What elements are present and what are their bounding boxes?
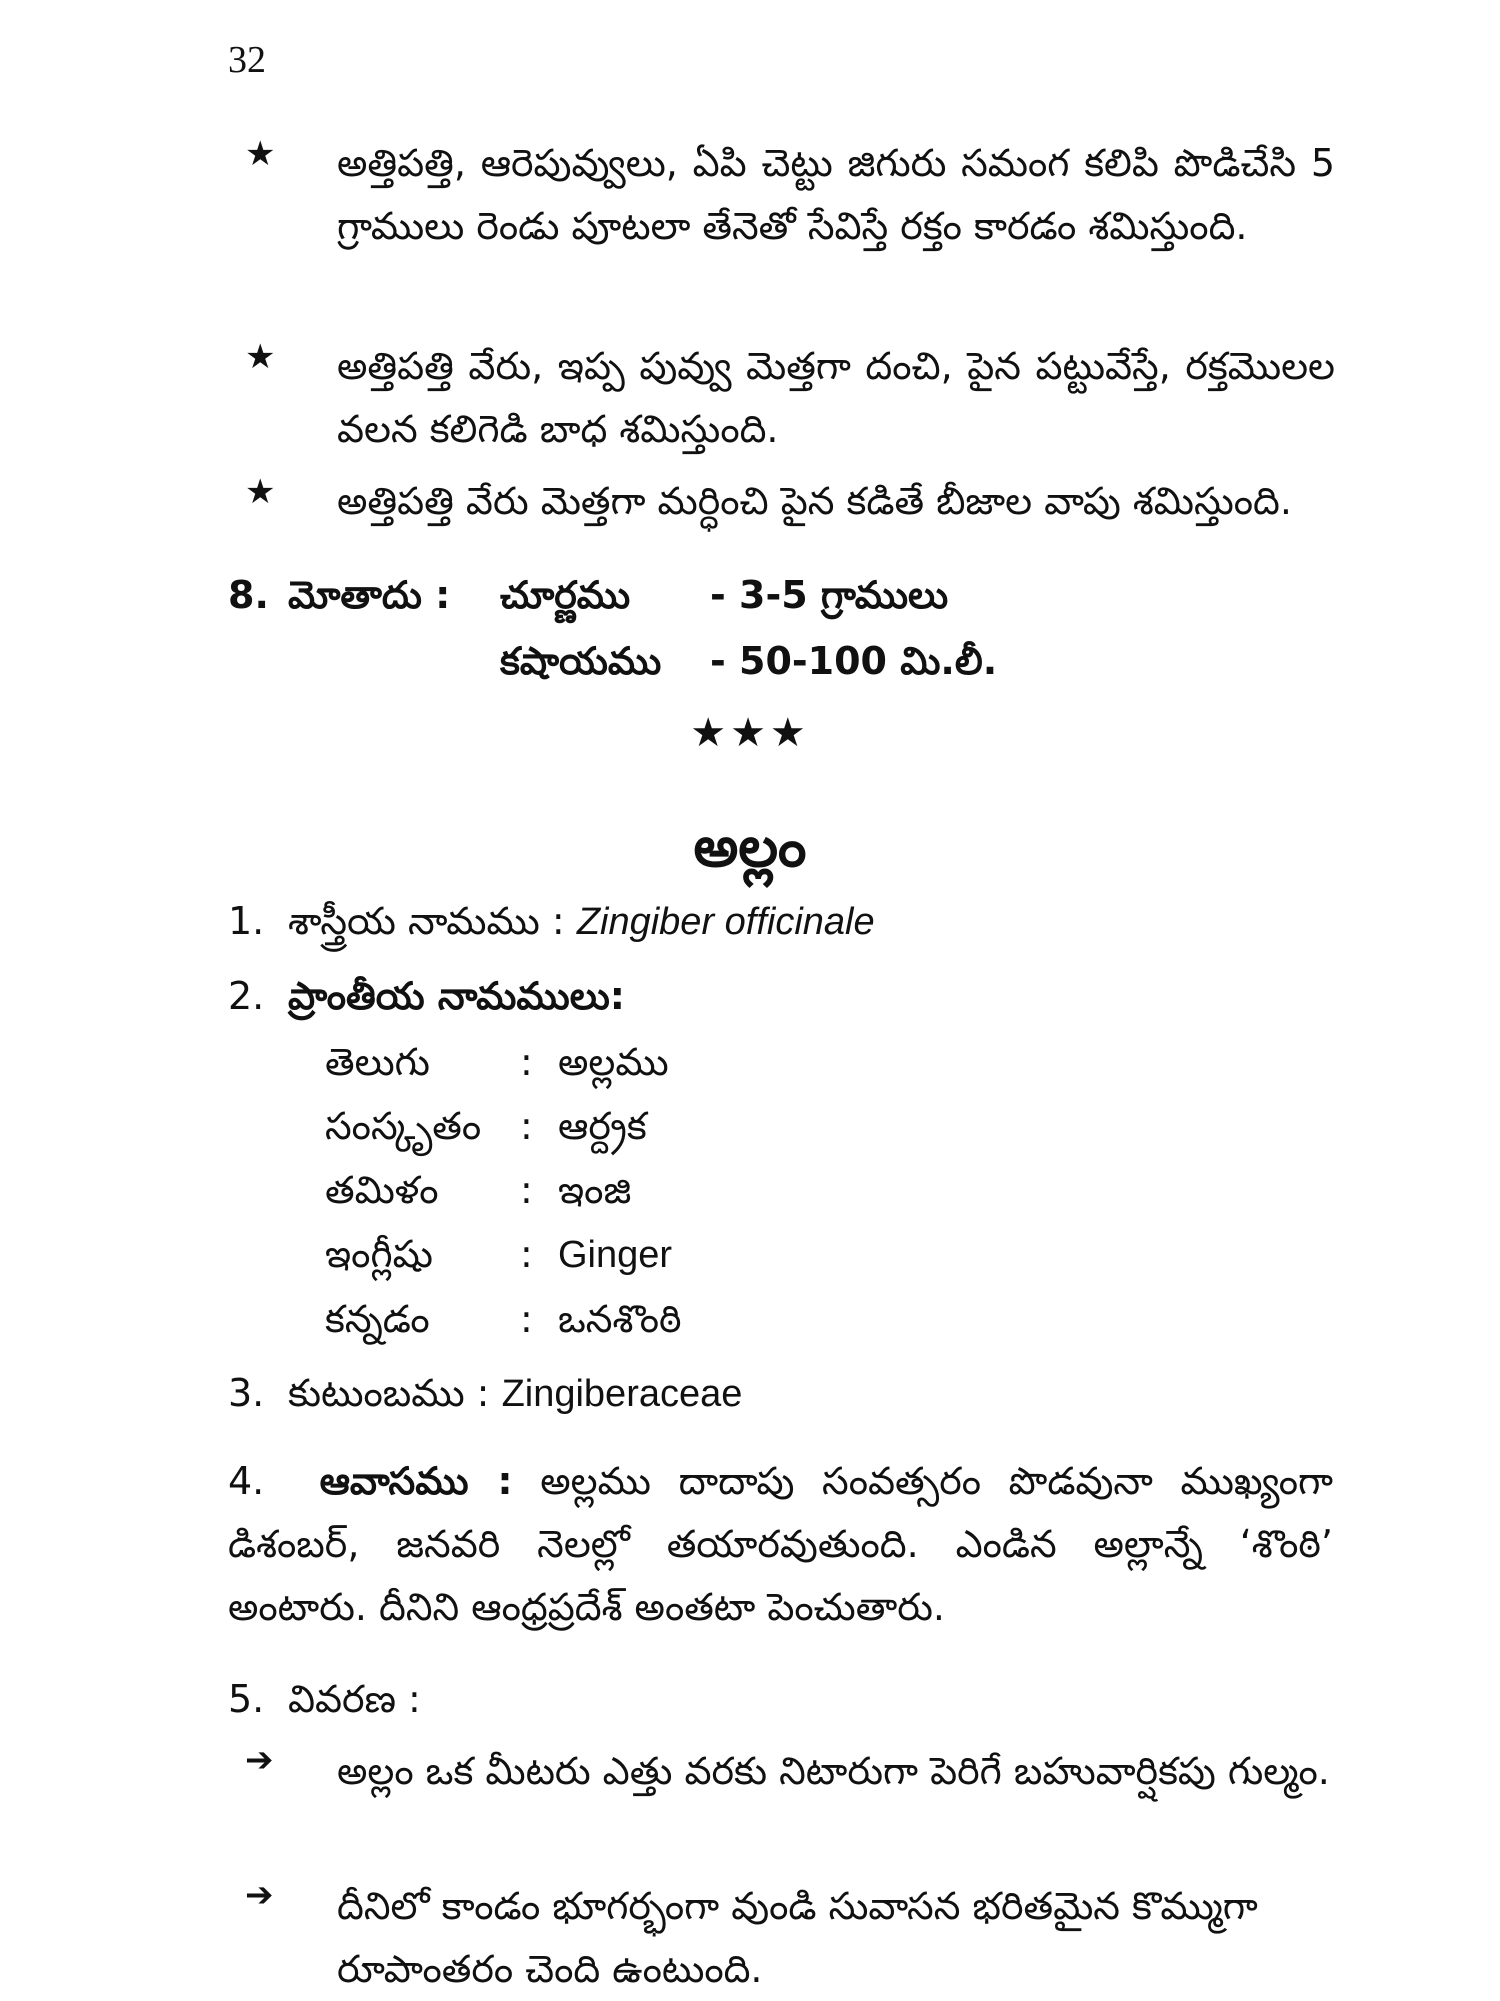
language-name: కన్నడం [325,1297,430,1341]
arrow-bullet-icon: ➔ [245,1875,274,1915]
local-name: ఇంజి [558,1168,632,1212]
dosage-form: కషాయము [500,639,662,683]
star-bullet-icon: ★ [245,472,276,512]
list-item [325,1158,682,1222]
list-item [325,1094,682,1158]
regional-names-heading [228,965,1328,1028]
remedy-bullet [245,470,1335,533]
habitat-text: అల్లము దాదాపు సంవత్సరం పొడవునా ముఖ్యంగా డిశంబర్, జనవరి నెలల్లో తయారవుతుంది. ఎండిన అల్లాన్నే ‘శొంఠి’ అంటారు. దీనిని ఆంధ్రప్రదేశ్ అంతటా పెంచుతారు. [228,1459,1333,1629]
description-item [245,1875,1335,2001]
section-label: కుటుంబము : [288,1371,490,1415]
section-label: వివరణ : [288,1677,421,1721]
dosage-form: చూర్ణము [500,573,631,617]
family [228,1362,1328,1426]
dosage-number: 8. [228,573,269,617]
family-value: Zingiberaceae [501,1373,743,1415]
description-item [245,1740,1335,1803]
arrow-bullet-icon: ➔ [245,1740,274,1780]
dosage-row [500,628,997,694]
page-title: అల్లం [693,815,807,880]
language-name: తెలుగు [325,1040,430,1084]
page-number: 32 [228,39,266,81]
remedy-text: అత్తిపత్తి వేరు మెత్తగా మర్ధించి పైన కడితే బీజాల వాపు శమిస్తుంది. [337,479,1292,523]
remedy-text: అత్తిపత్తి, ఆరెపువ్వులు, ఏపి చెట్టు జిగురు సమంగ కలిపి పొడిచేసి 5 గ్రాములు రెండు పూటలా తేనెతో సేవిస్తే రక్తం కారడం శమిస్తుంది. [337,141,1335,248]
section-number: 5. [228,1677,265,1721]
remedy-text: అత్తిపత్తి వేరు, ఇప్ప పువ్వు మెత్తగా దంచి, పైన పట్టువేస్తే, రక్తమొలల వలన కలిగెడి బాధ శమిస్తుంది. [337,344,1335,451]
section-separator: ★★★ [690,710,810,756]
section-number: 4. [228,1459,265,1503]
dosage-row [500,562,948,628]
dosage-label: మోతాదు : [288,573,451,617]
local-name: అల్లము [558,1040,669,1084]
section-number: 1. [228,899,265,943]
scientific-name [228,890,1328,954]
habitat [228,1450,1333,1639]
separator-colon: : [520,1104,533,1148]
regional-names-list [325,1030,682,1351]
local-name: Ginger [558,1234,673,1276]
section-number: 2. [228,974,265,1018]
section-number: 3. [228,1371,265,1415]
description-text: అల్లం ఒక మీటరు ఎత్తు వరకు నిటారుగా పెరిగే బహువార్షికపు గుల్మం. [337,1749,1330,1793]
star-bullet-icon: ★ [245,337,276,377]
local-name: ఆర్ద్రక [558,1104,647,1148]
section-label: ప్రాంతీయ నామములు: [288,974,625,1018]
separator-colon: : [520,1040,533,1084]
local-name: ఒనశొంఠి [558,1297,682,1341]
remedy-bullet [245,335,1335,461]
remedy-bullet [245,132,1335,258]
description-heading [228,1668,1328,1731]
language-name: సంస్కృతం [325,1104,482,1148]
separator-colon: : [520,1297,533,1341]
list-item [325,1030,682,1094]
dosage-amount: - 3-5 గ్రాములు [710,573,949,617]
section-label: ఆవాసము : [319,1459,513,1503]
separator-colon: : [520,1168,533,1212]
language-name: ఇంగ్లీషు [325,1232,433,1276]
star-bullet-icon: ★ [245,134,276,174]
scientific-name-value: Zingiber officinale [576,901,875,943]
separator-colon: : [520,1232,533,1276]
list-item [325,1222,682,1287]
section-label: శాస్త్రీయ నామము : [288,899,565,943]
list-item [325,1287,682,1351]
description-text: దీనిలో కాండం భూగర్భంగా వుండి సువాసన భరితమైన కొమ్ముగా రూపాంతరం చెంది ఉంటుంది. [337,1884,1258,1991]
dosage-amount: - 50-100 మి.లీ. [710,639,998,683]
language-name: తమిళం [325,1168,439,1212]
